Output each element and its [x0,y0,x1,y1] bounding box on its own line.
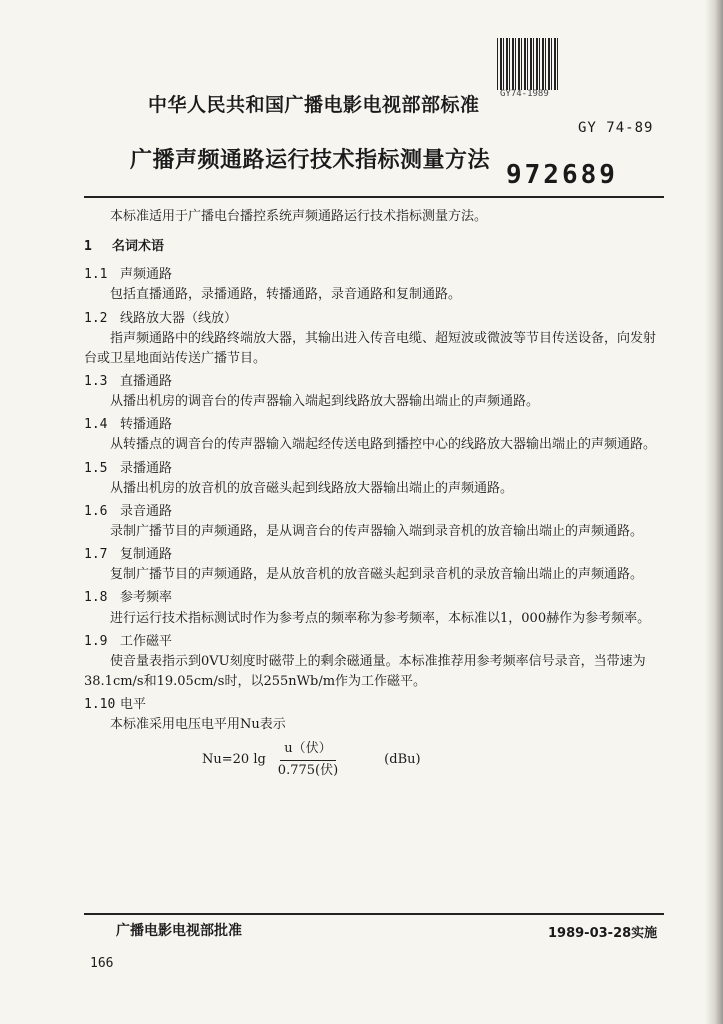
barcode-label: GY74-1989 [500,89,549,99]
term-heading [84,309,664,329]
page-number: 166 [90,956,114,971]
term-heading [84,632,664,652]
footer-rule [84,913,664,915]
term-heading [84,545,664,565]
formula-fraction [274,739,342,780]
section-title: 名词术语 [112,239,165,255]
term-heading [84,415,664,435]
term-number: 1.9 [84,633,108,649]
term-title: 录播通路 [120,460,173,476]
term-title: 参考频率 [120,590,173,606]
term-definition: 从转播点的调音台的传声器输入端起经传送电路到播控中心的线路放大器输出端止的声频通路。 [110,437,657,453]
effective-date: 1989-03-28实施 [548,926,658,941]
term-number: 1.8 [84,590,108,606]
formula-denominator: 0.775(伏) [277,762,339,778]
document-title: 广播声频通路运行技术指标测量方法 [130,148,491,173]
term-title: 线路放大器（线放） [120,310,238,326]
term-definition: 指声频通路中的线路终端放大器，其输出进入传音电缆、超短波或微波等节目传送设备，向发射台或卫星地面站传送广播节目。 [84,330,657,366]
term-heading [84,459,664,479]
term-heading [84,695,664,715]
term-title: 声频通路 [120,267,173,283]
term-title: 录音通路 [120,503,173,519]
term-heading [84,502,664,522]
formula-numerator: u（伏） [280,739,335,760]
standard-code: GY 74-89 [578,120,654,136]
term-number: 1.2 [84,310,108,326]
term-definition: 进行运行技术指标测试时作为参考点的频率称为参考频率，本标准以1，000赫作为参考频率。 [110,610,651,626]
term-title: 转播通路 [120,417,173,433]
page-edge-shadow [705,0,723,1024]
voltage-level-formula [202,739,664,780]
standard-number: 972689 [506,160,618,190]
term-title: 工作磁平 [120,633,173,649]
term-title: 电平 [120,697,147,713]
term-heading [84,588,664,608]
term-number: 1.5 [84,460,108,476]
term-number: 1.1 [84,267,108,283]
term-definition: 从播出机房的放音机的放音磁头起到线路放大器输出端止的声频通路。 [110,480,514,496]
term-number: 1.6 [84,503,108,519]
section-number: 1 [84,239,92,255]
term-definition: 本标准采用电压电平用Nu表示 [110,717,286,733]
approval-authority: 广播电影电视部批准 [116,923,242,939]
term-definition: 使音量表指示到0VU刻度时磁带上的剩余磁通量。本标准推荐用参考频率信号录音，当带速为38.1cm/s和19.05cm/s时，以255nWb/m作为工作磁平。 [84,653,646,689]
term-heading [84,265,664,285]
term-heading [84,372,664,392]
term-number: 1.7 [84,547,108,563]
document-body [84,203,664,781]
term-title: 直播通路 [120,373,173,389]
intro-paragraph: 本标准适用于广播电台播控系统声频通路运行技术指标测量方法。 [110,209,488,224]
term-definition: 录制广播节目的声频通路，是从调音台的传声器输入端到录音机的放音输出端止的声频通路。 [110,523,644,539]
issuing-organization: 中华人民共和国广播电影电视部部标准 [148,94,480,116]
section-heading [84,237,664,257]
formula-lhs: Nu=20 lg [202,751,266,767]
term-number: 1.10 [84,697,116,713]
header-rule [84,196,664,198]
term-definition: 包括直播通路，录播通路，转播通路，录音通路和复制通路。 [110,287,462,303]
barcode-image [497,38,559,90]
term-definition: 从播出机房的调音台的传声器输入端起到线路放大器输出端止的声频通路。 [110,394,540,410]
term-definition: 复制广播节目的声频通路，是从放音机的放音磁头起到录音机的录放音输出端止的声频通路。 [110,567,644,583]
term-number: 1.3 [84,373,108,389]
term-title: 复制通路 [120,547,173,563]
formula-unit: (dBu) [384,751,421,767]
term-number: 1.4 [84,417,108,433]
